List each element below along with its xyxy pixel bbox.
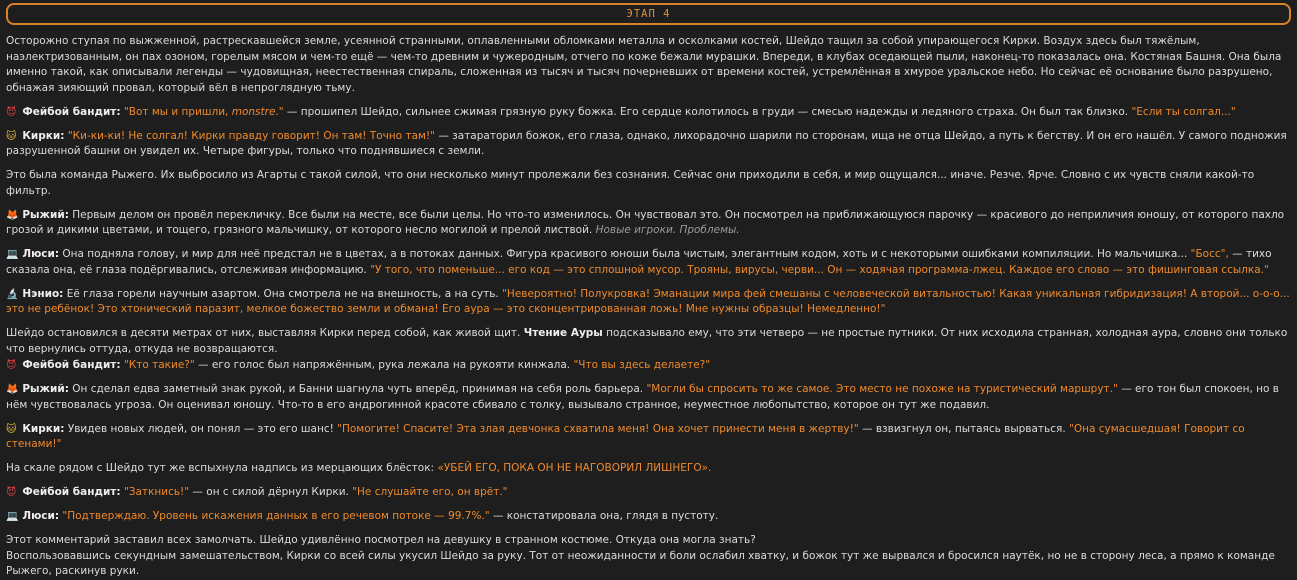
speaker-name: Рыжий: xyxy=(22,383,69,395)
quote: "Заткнись!" xyxy=(123,486,190,498)
devil-face-icon: 😈 xyxy=(6,487,17,498)
dialogue-line: 🔬 Нэнио: Её глаза горели научным азартом. Она смотрела не на внешность, а на суть. "Невероятно! Полукровка! Эманации мира фей смешаны с человеческой витальностью! Какая уникальная гибридизация! А второй... о-о-о... это не ребёнок! Это хтонический паразит, мелкое божество земли и обмана! Его аура — это сконцентрированная ложь! Мне нужны образцы! Немедленно!" xyxy=(6,287,1290,315)
dialogue-line: 😈 Фейбой бандит: "Вот мы и пришли, monstre." — прошипел Шейдо, сильнее сжимая грязную руку божка. Его сердце колотилось в груди — смесью надежды и ледяного страха. Он был так близко. "Если ты солгал..." xyxy=(6,105,1291,121)
speaker-name: Кирки: xyxy=(22,422,65,435)
dialogue-line: 😈 Фейбой бандит: "Кто такие?" — его голос был напряжённым, рука лежала на рукояти кинжала. "Что вы здесь делаете?" xyxy=(6,358,1291,374)
speaker-name: Нэнио: xyxy=(22,287,64,300)
quote: "Кто такие?" xyxy=(123,359,195,371)
stage-title: ЭТАП 4 xyxy=(626,8,671,20)
speaker-name: Фейбой бандит: xyxy=(22,359,121,371)
devil-face-icon: 😈 xyxy=(6,106,17,118)
speaker-name: Фейбой бандит: xyxy=(22,486,121,498)
quote: "Ки-ки-ки! Не солгал! Кирки правду говорит! Он там! Точно там!" xyxy=(67,129,435,142)
speaker-name: Фейбой бандит: xyxy=(22,105,121,118)
dialogue-line: 💻 Люси: "Подтверждаю. Уровень искажения данных в его речевом потоке — 99.7%." — констатировала она, глядя в пустоту. xyxy=(6,509,1291,525)
quote: "Помогите! Спасите! Эта злая девчонка схватила меня! Она хочет принести меня в жертву!" xyxy=(337,422,859,435)
narration-paragraph: Этот комментарий заставил всех замолчать. Шейдо удивлённо посмотрел на девушку в странном костюме. Откуда она могла знать? Воспользовавшись секундным замешательством, Кирки со всей силы укусил Шейдо за руку. Тот от неожиданности и боли ослабил хватку, и божок тут же вырвался и бросился наутёк, но не в сторону леса, а прямо к команде Рыжего, раскинув руки. xyxy=(6,534,1275,577)
laptop-icon: 💻 xyxy=(6,249,19,260)
quote: "Могли бы спросить то же самое. Это место не похоже на туристический маршрут." xyxy=(646,383,1118,395)
stage-header xyxy=(6,3,1291,25)
speaker-name: Люси: xyxy=(22,510,60,522)
narration-paragraph: Осторожно ступая по выжженной, растрескавшейся земле, усеянной странными, оплавленными обломками металла и осколками костей, Шейдо тащил за собой упирающегося Кирки. Воздух здесь был тяжёлым, наэлектризованным, он пах озоном, горелым мясом и чем-то ещё — чем-то древним и чужеродным, отчего по коже бежали мурашки. Впереди, в клубах оседающей пыли, наконец-то показалась она. Костяная Башня. Она была именно такой, как описывали легенды — чудовищная, неестественная спираль, сложенная из тысяч и тысяч почерневших от времени костей, устремлённая в хмурое уральское небо. Но сейчас её основание было разрушено, обнажая зияющий провал, который вёл в непроглядную тьму. xyxy=(6,35,1282,94)
cat-face-icon: 🐱 xyxy=(6,130,17,142)
glowing-inscription: «УБЕЙ ЕГО, ПОКА ОН НЕ НАГОВОРИЛ ЛИШНЕГО». xyxy=(437,462,712,474)
dialogue-line: 💻 Люси: Она подняла голову, и мир для неё предстал не в цветах, а в потоках данных. Фигура красивого юноши была чистым, элегантным кодом, хоть и с некоторыми ошибками компиляции. Но мальчишка... "Босс", — тихо сказала она, её глаза подёргивались, отслеживая информацию. "У того, что поменьше... его код — это сплошной мусор. Трояны, вирусы, черви... Он — ходячая программа-лжец. Каждое его слово — это фишинговая ссылка." xyxy=(6,248,1272,276)
dialogue-line: 🐱 Кирки: "Ки-ки-ки! Не солгал! Кирки правду говорит! Он там! Точно там!" — затараторил божок, его глаза, однако, лихорадочно шарили по сторонам, ища не отца Шейдо, а путь к бегству. И он его нашёл. У самого подножия разрушенной башни он увидел их. Четыре фигуры, только что поднявшиеся с земли. xyxy=(6,129,1287,157)
narration-paragraph: Это была команда Рыжего. Их выбросило из Агарты с такой силой, что они несколько минут пролежали без сознания. Сейчас они приходили в себя, и мир ощущался... иначе. Резче. Ярче. Словно с их чувств сняли какой-то фильтр. xyxy=(6,169,1255,197)
quote: "Не слушайте его, он врёт." xyxy=(352,486,508,498)
fox-face-icon: 🦊 xyxy=(6,209,19,221)
quote: "Что вы здесь делаете?" xyxy=(573,359,711,371)
dialogue-line: 😈 Фейбой бандит: "Заткнись!" — он с силой дёрнул Кирки. "Не слушайте его, он врёт." xyxy=(6,485,1291,501)
quote: "Босс", xyxy=(1190,248,1229,260)
quote: "Подтверждаю. Уровень искажения данных в его речевом потоке — 99.7%." xyxy=(62,510,490,522)
quote: "Невероятно! Полукровка! Эманации мира фей смешаны с человеческой витальностью! Какая уникальная гибридизация! А второй... о-о-о... это не ребёнок! Это хтонический паразит, мелкое божество земли и обмана! Его аура — это сконцентрированная ложь! Мне нужны образцы! Немедленно!" xyxy=(6,287,1290,315)
laptop-icon: 💻 xyxy=(6,511,19,522)
narration-paragraph: На скале рядом с Шейдо тут же вспыхнула надпись из мерцающих блёсток: «УБЕЙ ЕГО, ПОКА ОН НЕ НАГОВОРИЛ ЛИШНЕГО». xyxy=(6,462,712,474)
narration-paragraph: Шейдо остановился в десяти метрах от них, выставляя Кирки перед собой, как живой щит. Чтение Ауры подсказывало ему, что эти четверо — не простые путники. От них исходила странная, холодная аура, словно они только что вернулись оттуда, откуда не возвращаются. xyxy=(6,327,1288,355)
quote: "Она сумасшедшая! Говорит со стенами!" xyxy=(6,422,1245,450)
fox-face-icon: 🦊 xyxy=(6,384,19,395)
quote: "У того, что поменьше... его код — это сплошной мусор. Трояны, вирусы, черви... Он — ходячая программа-лжец. Каждое его слово — это фишинговая ссылка." xyxy=(370,263,1269,276)
devil-face-icon: 😈 xyxy=(6,360,17,371)
quote: "Вот мы и пришли, monstre." xyxy=(123,105,284,118)
skill-name: Чтение Ауры xyxy=(523,327,603,339)
dialogue-line: 🦊 Рыжий: Он сделал едва заметный знак рукой, и Банни шагнула чуть вперёд, принимая на себя роль барьера. "Могли бы спросить то же самое. Это место не похоже на туристический маршрут." — его тон был спокоен, но в нём чувствовалась угроза. Он оценивал юношу. Что-то в его андрогинной красоте сбивало с толку, вызывало странное, неуместное любопытство, которое он тут же подавил. xyxy=(6,383,1279,411)
cat-face-icon: 🐱 xyxy=(6,423,17,435)
quote: "Если ты солгал..." xyxy=(1131,105,1236,118)
microscope-icon: 🔬 xyxy=(6,288,19,300)
dialogue-line: 🐱 Кирки: Увидев новых людей, он понял — это его шанс! "Помогите! Спасите! Эта злая девчонка схватила меня! Она хочет принести меня в жертву!" — взвизгнул он, пытаясь вырваться. "Она сумасшедшая! Говорит со стенами!" xyxy=(6,422,1245,450)
speaker-name: Рыжий: xyxy=(22,208,69,221)
speaker-name: Кирки: xyxy=(22,129,65,142)
thought-note: Новые игроки. Проблемы. xyxy=(595,224,740,236)
speaker-name: Люси: xyxy=(22,248,60,260)
dialogue-line: 🦊 Рыжий: Первым делом он провёл перекличку. Все были на месте, все были целы. Но что-то изменилось. Он чувствовал это. Он посмотрел на приближающуюся парочку — красивого до неприличия юношу, от которого пахло грозой и дикими цветами, и тощего, грязного мальчишку, от которого несло могилой и прелой листвой. Новые игроки. Проблемы. xyxy=(6,208,1285,236)
